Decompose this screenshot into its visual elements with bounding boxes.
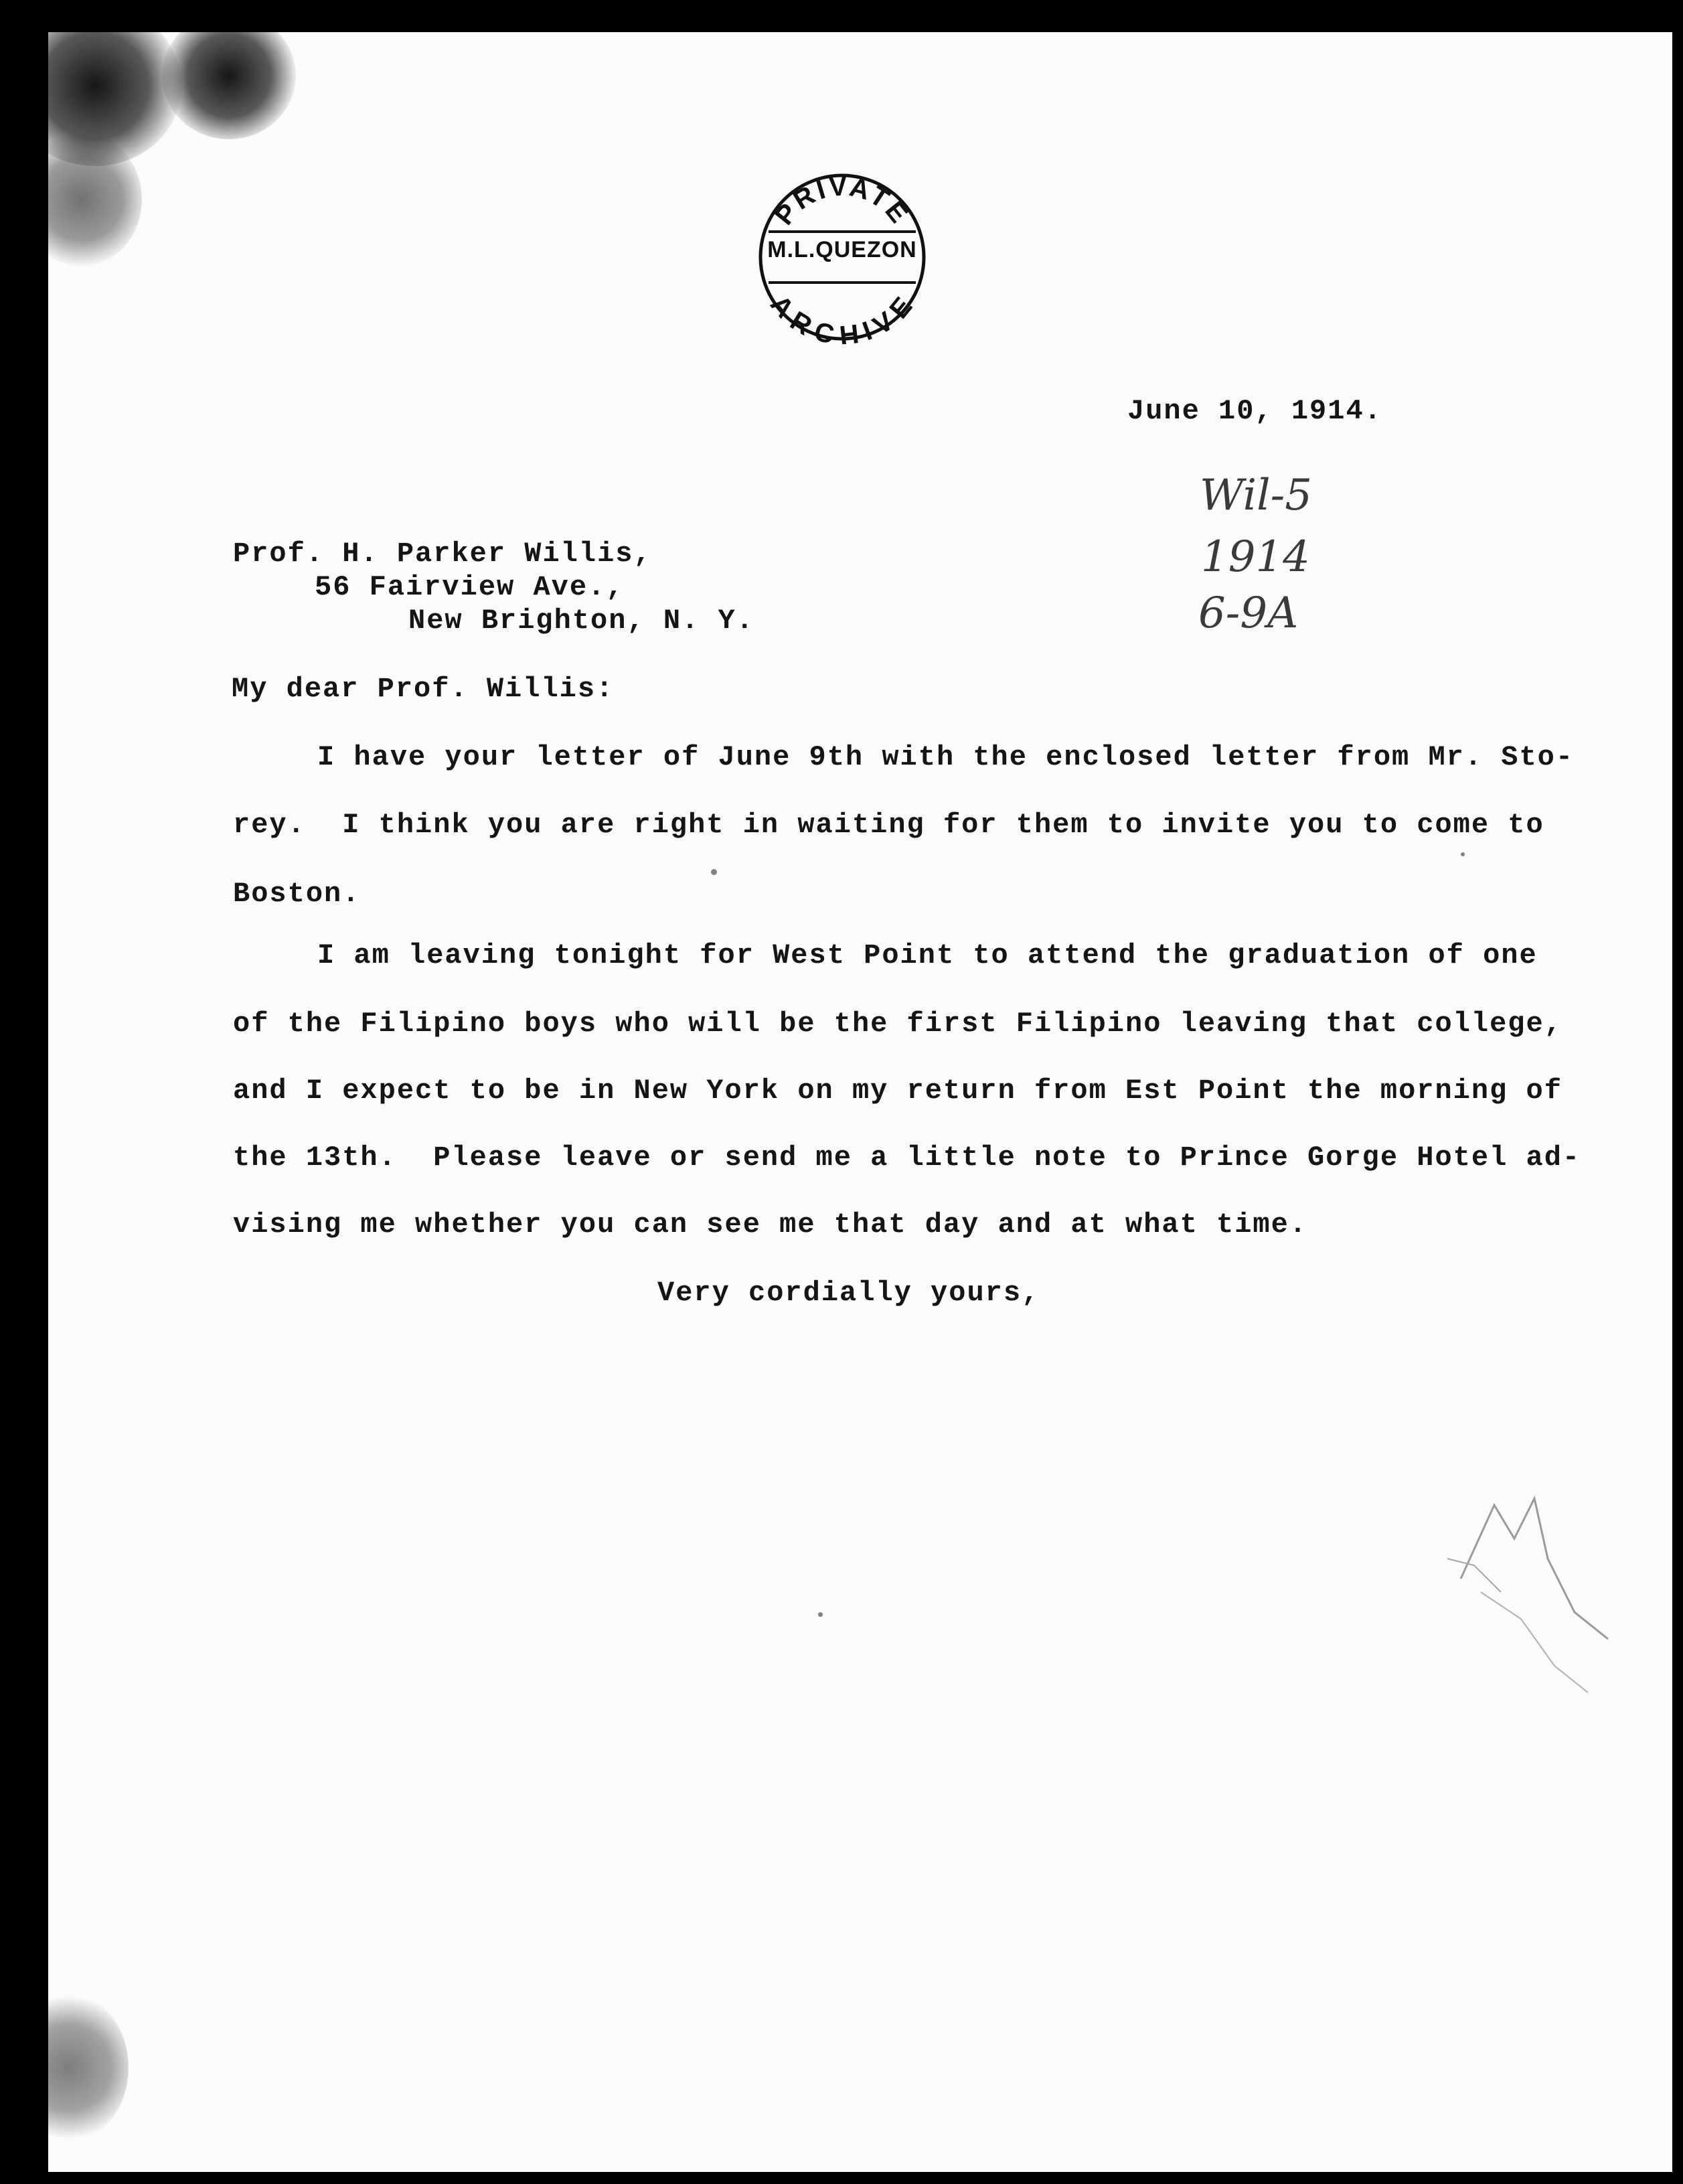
paragraph-2-line: vising me whether you can see me that day and at what time. bbox=[233, 1208, 1308, 1241]
speck bbox=[711, 869, 717, 875]
recipient-name: Prof. H. Parker Willis, bbox=[233, 538, 652, 570]
paragraph-1-line: Boston. bbox=[233, 878, 361, 910]
letter-date: June 10, 1914. bbox=[1127, 395, 1382, 427]
handwritten-line-3: 6-9A bbox=[1198, 589, 1299, 638]
ink-stain-bottom-left bbox=[48, 1994, 129, 2141]
closing: Very cordially yours, bbox=[657, 1277, 1040, 1309]
speck bbox=[818, 1612, 823, 1617]
paragraph-1-line: rey. I think you are right in waiting for them to invite you to come to bbox=[233, 809, 1544, 841]
paragraph-2-line: the 13th. Please leave or send me a little note to Prince Gorge Hotel ad- bbox=[233, 1142, 1581, 1174]
recipient-street: 56 Fairview Ave., bbox=[315, 571, 625, 603]
letter-page bbox=[48, 32, 1672, 2172]
recipient-city: New Brighton, N. Y. bbox=[408, 605, 754, 637]
stamp-top-text: PRIVATE bbox=[769, 171, 915, 231]
speck bbox=[1461, 852, 1465, 856]
paragraph-2-line: of the Filipino boys who will be the first Filipino leaving that college, bbox=[233, 1008, 1562, 1040]
stamp-center-text: M.L.QUEZON bbox=[767, 237, 917, 262]
svg-text:PRIVATE bbox=[769, 171, 915, 230]
salutation: My dear Prof. Willis: bbox=[232, 673, 615, 705]
pencil-scribble bbox=[1434, 1478, 1621, 1706]
handwritten-line-1: Wil-5 bbox=[1200, 471, 1312, 520]
paragraph-2-line: and I expect to be in New York on my return from Est Point the morning of bbox=[233, 1075, 1562, 1107]
handwritten-line-2: 1914 bbox=[1201, 532, 1310, 582]
archive-stamp bbox=[755, 170, 929, 344]
paragraph-1-line: I have your letter of June 9th with the enclosed letter from Mr. Sto- bbox=[317, 741, 1575, 773]
ink-stain-top bbox=[162, 32, 296, 139]
paragraph-2-line: I am leaving tonight for West Point to attend the graduation of one bbox=[317, 939, 1538, 971]
stamp-bottom-text: ARCHIVE bbox=[765, 289, 920, 344]
